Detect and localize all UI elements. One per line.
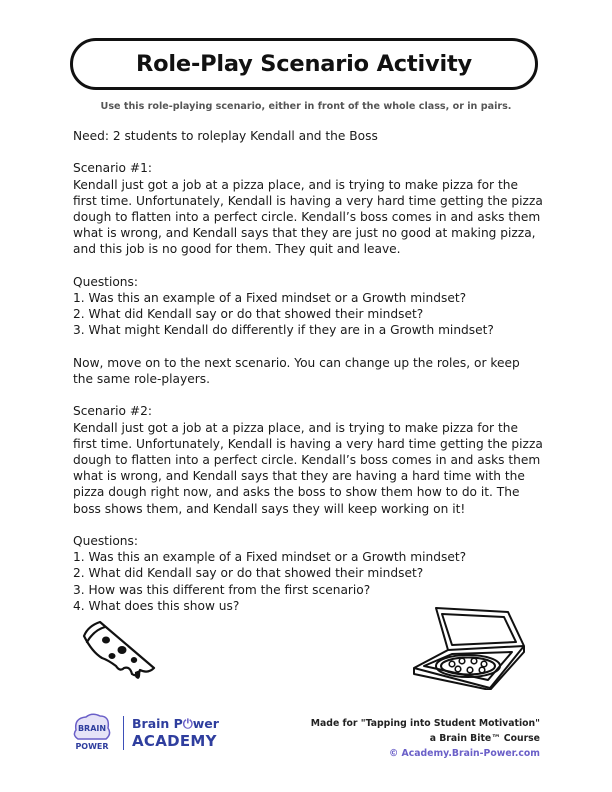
questions1-heading: Questions: [73, 274, 138, 289]
question-item: 3. How was this different from the first scenario? [73, 582, 371, 597]
question-item: 4. What does this show us? [73, 598, 240, 613]
logo-text-brain: BRAIN [77, 724, 107, 733]
transition-text: Now, move on to the next scenario. You can change up the roles, or keep the same role-players. [73, 355, 520, 386]
brain-power-logo [70, 712, 114, 752]
scenario1-text: Kendall just got a job at a pizza place, and is trying to make pizza for the first time. Unfortunately, Kendall is having a very hard time getting the pizza dough to flatten into a perfect circle. Kendall’s boss comes in and asks them what is wrong, and Kendall says that they are just no good at making pizza, and this job is no good for them. They quit and leave. [73, 177, 543, 257]
copyright-url[interactable]: © Academy.Brain-Power.com [389, 748, 540, 759]
questions2-heading: Questions: [73, 534, 138, 548]
pizza-box-icon [412, 606, 528, 690]
scenario2-heading: Scenario #2: [73, 404, 152, 419]
made-for-line: Made for "Tapping into Student Motivation" [310, 718, 540, 729]
made-for-block [311, 716, 540, 761]
need-line: Need: 2 students to roleplay Kendall and the Boss [73, 129, 378, 143]
question-item: 2. What did Kendall say or do that showed their mindset? [73, 307, 424, 322]
page-title: Role-Play Scenario Activity [135, 51, 472, 77]
power-o-icon: ⏻ [182, 716, 193, 731]
title-banner [70, 38, 538, 90]
question-item: 2. What did Kendall say or do that showed their mindset? [73, 566, 424, 581]
academy-label: ACADEMY [132, 732, 217, 750]
footer-divider [123, 716, 124, 750]
logo-text-power: POWER [75, 742, 109, 751]
content-body [73, 128, 543, 614]
subtitle: Use this role-playing scenario, either in front of the whole class, or in pairs. [100, 101, 512, 112]
question-item: 3. What might Kendall do differently if they are in a Growth mindset? [73, 323, 494, 338]
scenario2-text: Kendall just got a job at a pizza place, and is trying to make pizza for the first time. Unfortunately, Kendall is having a very hard time getting the pizza dough to flatten into a perfect circle. Kendall’s boss comes in and asks them what is wrong, and Kendall says that they are having a hard time with the pizza dough right now, and asks the boss to show them how to do it. The boss shows them, and Kendall says they will keep working on it! [73, 420, 543, 516]
scenario1-heading: Scenario #1: [73, 161, 152, 176]
question-item: 1. Was this an example of a Fixed mindset or a Growth mindset? [73, 550, 467, 565]
pizza-slice-icon [78, 616, 162, 680]
academy-name: Brain P⏻wer [132, 716, 219, 731]
question-item: 1. Was this an example of a Fixed mindset or a Growth mindset? [73, 291, 467, 305]
course-line: a Brain Bite™ Course [429, 733, 540, 744]
